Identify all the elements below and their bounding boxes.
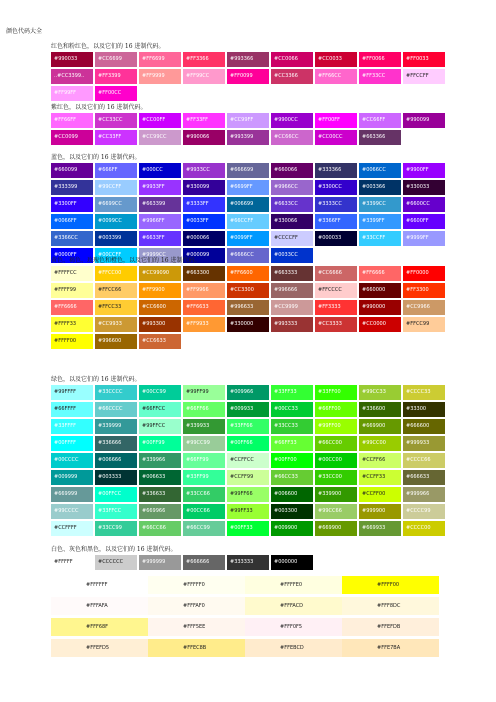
color-swatch: #006600 [271,487,313,502]
color-swatch: #336666 [95,436,137,451]
color-swatch: #99CCFF [95,180,137,195]
color-swatch: #003333 [95,470,137,485]
light-color-swatch [148,597,180,615]
light-color-swatch [342,576,374,594]
color-swatch: #FF99CC [183,69,225,84]
color-swatch: #CC9933 [95,317,137,332]
color-swatch: #99FF66 [227,487,269,502]
color-swatch: #6699FF [227,180,269,195]
color-swatch: #99FF33 [227,504,269,519]
color-swatch: ..#CC3399.. [51,69,93,84]
color-swatch: #CCFFCC [227,453,269,468]
color-swatch: #0033CC [271,248,313,263]
light-color-swatch [51,639,83,657]
color-swatch: #CCCC00 [403,521,445,536]
color-swatch: #999966 [403,487,445,502]
color-swatch: #CC3300 [227,283,269,298]
color-swatch: #33CC00 [315,470,357,485]
color-grid [51,555,445,570]
color-swatch: #990000 [359,300,401,315]
color-swatch: #660000 [359,283,401,298]
color-grid [51,385,445,536]
color-swatch: #66FF99 [183,453,225,468]
color-swatch: #669900 [315,521,357,536]
color-swatch: #0066CC [359,163,401,178]
color-swatch: #336600 [359,402,401,417]
color-swatch: #FF3333 [315,300,357,315]
color-swatch: #990099 [403,113,445,128]
color-swatch: #FFFF33 [51,317,93,332]
light-color-label: #FFFFF0 [180,576,245,594]
color-swatch: #999900 [359,504,401,519]
color-swatch: #00FF00 [271,453,313,468]
color-swatch: #999933 [403,436,445,451]
color-swatch: #00FF99 [139,436,181,451]
color-swatch: #FF0033 [403,52,445,67]
color-swatch: #993399 [227,130,269,145]
color-swatch: #0033FF [183,214,225,229]
color-swatch: #003399 [95,231,137,246]
color-swatch: #66FFCC [139,402,181,417]
light-color-swatch [245,576,277,594]
color-swatch: #996600 [95,334,137,349]
color-swatch: #FF6666 [359,266,401,281]
light-color-label: #FFF8DC [374,597,439,615]
color-swatch: #FFCC99 [403,317,445,332]
color-section [51,42,445,101]
color-swatch: #CC99FF [227,113,269,128]
color-swatch: #FFCC00 [95,266,137,281]
color-swatch: #CC00CC [315,130,357,145]
color-swatch: #99FFFF [51,385,93,400]
color-swatch: #CC6633 [139,334,181,349]
light-color-swatch [245,597,277,615]
color-swatch: #669900 [359,419,401,434]
color-swatch: #00CC99 [139,385,181,400]
color-swatch: #6633FF [139,231,181,246]
color-swatch: #FF99FF [51,86,93,101]
color-swatch: #CC0033 [315,52,357,67]
color-swatch: #666633 [403,470,445,485]
light-color-swatch [148,618,180,636]
color-section [51,103,445,145]
color-swatch: #99CC99 [183,436,225,451]
color-swatch: #339999 [95,419,137,434]
light-color-label: #FFEFD5 [83,639,148,657]
color-swatch: #CC66CC [271,130,313,145]
color-swatch: #FF6600 [227,266,269,281]
color-swatch: #FF9966 [183,283,225,298]
color-swatch: #99CCCC [51,504,93,519]
color-swatch: #FFFF00 [51,334,93,349]
color-swatch: #339966 [139,453,181,468]
color-swatch: #CC66FF [359,113,401,128]
color-swatch: #CC33CC [95,113,137,128]
color-swatch: #FF0099 [227,69,269,84]
light-color-swatch [245,618,277,636]
light-color-label: #FFFFFF [83,576,148,594]
color-swatch: #99FFCC [139,419,181,434]
color-swatch: #000033 [315,231,357,246]
color-swatch: #33300 [403,402,445,417]
color-grid [51,113,445,145]
color-swatch: #999999 [139,555,181,570]
color-swatch: #66FF33 [271,436,313,451]
color-swatch: #33CC99 [95,521,137,536]
color-swatch: #FF3399 [95,69,137,84]
color-swatch: #66FF00 [315,402,357,417]
color-swatch: #CCFF00 [359,487,401,502]
color-swatch: #FF9999 [139,69,181,84]
color-swatch: #666699 [227,163,269,178]
color-swatch: #9966CC [271,180,313,195]
color-swatch: #330099 [183,180,225,195]
color-swatch: #FF66FF [51,113,93,128]
color-swatch: #6666CC [227,248,269,263]
color-swatch: #339933 [183,419,225,434]
color-swatch: #FF33CC [359,69,401,84]
color-swatch: #CC3333 [315,317,357,332]
color-swatch: #CC6666 [315,266,357,281]
color-swatch: #CCCC99 [403,504,445,519]
color-swatch: #99FF99 [183,385,225,400]
color-swatch: #FFCC66 [95,283,137,298]
color-swatch: #FFCCCC [315,283,357,298]
section-title: 红色和粉红色，以及它们的 16 进制代码。 [51,43,165,50]
color-swatch: #006699 [227,197,269,212]
color-swatch: #990066 [183,130,225,145]
color-swatch: #6600FF [403,214,445,229]
color-section [51,256,445,349]
color-swatch: #993300 [139,317,181,332]
color-swatch: #00CCFF [95,248,137,263]
color-swatch: #00CCCC [51,453,93,468]
color-swatch: #660099 [51,163,93,178]
light-color-label: #FFF0F5 [277,618,342,636]
color-swatch: #00FF33 [227,521,269,536]
color-swatch: #CC6699 [95,52,137,67]
color-swatch: #CC99CC [139,130,181,145]
color-swatch: #FFCC33 [95,300,137,315]
color-swatch: #FF6666 [51,300,93,315]
color-swatch: #33FF99 [183,470,225,485]
color-swatch: #33CCCC [95,385,137,400]
color-swatch: #CCFFFF [51,521,93,536]
color-swatch: #99CC00 [359,436,401,451]
color-swatch: #CC00FF [139,113,181,128]
color-swatch: #00CC00 [315,453,357,468]
color-swatch: #66CCFF [227,214,269,229]
color-swatch: #9933CC [183,163,225,178]
color-swatch: #33CC66 [183,487,225,502]
color-swatch: #3333CC [315,197,357,212]
color-swatch: #CCCCFF [271,231,313,246]
color-swatch: #336633 [139,487,181,502]
color-swatch: #663300 [183,266,225,281]
color-swatch: #006666 [95,453,137,468]
color-swatch: #FF0000 [403,266,445,281]
color-swatch: #003300 [271,504,313,519]
color-swatch: #660066 [271,163,313,178]
color-swatch: #009999 [51,470,93,485]
color-swatch: #3300FF [51,197,93,212]
color-swatch: #FF00CC [95,86,137,101]
color-swatch: #3333FF [183,197,225,212]
light-color-label: #FFFF00 [374,576,439,594]
color-swatch: #CC0066 [271,52,313,67]
color-swatch: #FFCCFF [403,69,445,84]
section-title: 绿色，以及它们的 16 进制代码。 [51,376,141,383]
color-swatch: #99CC33 [359,385,401,400]
color-grid [51,52,445,101]
color-swatch: #FF6633 [183,300,225,315]
section-title: 白色、灰色和黑色，以及它们的 16 进制代码。 [51,546,177,553]
light-color-label: #FFE7BA [374,639,439,657]
light-color-label: #FFEC8B [180,639,245,657]
color-swatch: #9999CC [139,248,181,263]
color-swatch: #333366 [315,163,357,178]
color-swatch: #000066 [183,231,225,246]
color-swatch: #CC0000 [359,317,401,332]
color-swatch: #CC3366 [271,69,313,84]
color-swatch: #330000 [227,317,269,332]
color-swatch: #669999 [51,487,93,502]
light-color-label: #FFEBCD [277,639,342,657]
color-swatch: #330066 [271,214,313,229]
light-color-swatch [245,639,277,657]
color-swatch: #666600 [403,419,445,434]
color-swatch: #0066FF [51,214,93,229]
color-swatch: #9933FF [139,180,181,195]
color-section [51,545,445,570]
color-swatch: #33CCFF [359,231,401,246]
color-swatch: #FF9900 [139,283,181,298]
color-swatch: #00FFFF [51,436,93,451]
light-color-swatch [51,576,83,594]
color-swatch: #00FF66 [227,436,269,451]
color-swatch: #663366 [359,130,401,145]
color-swatch: #CC9966 [403,300,445,315]
color-swatch: #66FF66 [183,402,225,417]
color-swatch: #FF66CC [315,69,357,84]
color-swatch: #CCFF99 [227,470,269,485]
color-section [51,375,445,536]
color-swatch: #FF3366 [183,52,225,67]
color-swatch: #009933 [227,402,269,417]
color-swatch: #CC9999 [271,300,313,315]
color-swatch: #000099 [183,248,225,263]
section-title: 蓝色，以及它们的 16 进制代码。 [51,154,141,161]
color-grid [51,266,445,349]
light-color-label: #FFEFDB [374,618,439,636]
color-swatch: #330033 [403,180,445,195]
color-swatch: #66CC66 [139,521,181,536]
color-swatch: #FF33FF [183,113,225,128]
color-swatch: #996633 [227,300,269,315]
light-color-label: #FFFAFA [83,597,148,615]
color-swatch: #9966FF [139,214,181,229]
light-color-label: #FFF68F [83,618,148,636]
color-swatch: #FFFFCC [51,266,93,281]
color-swatch: #00CC33 [271,402,313,417]
color-swatch: #66CC99 [183,521,225,536]
color-swatch: #3399FF [359,214,401,229]
color-swatch: #FF0066 [359,52,401,67]
color-swatch: #FF3300 [403,283,445,298]
color-swatch: #33CC33 [271,419,313,434]
color-swatch: #000000 [271,555,313,570]
document-title: 颜色代码大全 [6,28,43,35]
color-grid [51,163,445,263]
color-swatch: #99CC66 [315,504,357,519]
color-swatch: #0099CC [95,214,137,229]
light-color-label: #FFFAF0 [180,597,245,615]
color-swatch: #6633CC [271,197,313,212]
color-swatch: #33FF33 [271,385,313,400]
color-swatch: #CC6600 [139,300,181,315]
color-swatch: #0000FF [51,248,93,263]
color-swatch: #99FF00 [315,419,357,434]
light-color-swatch [342,618,374,636]
color-swatch: #CCCC33 [403,385,445,400]
light-color-swatch [342,639,374,657]
color-swatch: #FF9933 [183,317,225,332]
color-swatch: #993366 [227,52,269,67]
color-swatch: #3366CC [51,231,93,246]
color-swatch: #9900CC [271,113,313,128]
color-swatch: #000CC [139,163,181,178]
color-swatch: #990033 [51,52,93,67]
color-swatch: #FFFFF [51,555,93,570]
color-swatch: #CCFF66 [359,453,401,468]
light-color-swatch [342,597,374,615]
section-title: 黄色、褐色、玫瑰色和橙色，以及它们的 16 进制代码。 [51,257,201,264]
color-swatch: #33FF00 [315,385,357,400]
color-swatch: #333399 [51,180,93,195]
color-swatch: #FF6699 [139,52,181,67]
color-swatch: #00FFCC [95,487,137,502]
color-swatch: #0099FF [227,231,269,246]
light-color-label: #FFFFE0 [277,576,342,594]
color-swatch: #CC99090 [139,266,181,281]
light-color-swatch [51,618,83,636]
color-swatch: #66CCCC [95,402,137,417]
color-swatch: #333333 [227,555,269,570]
color-swatch: #33FF66 [227,419,269,434]
color-swatch: #003366 [359,180,401,195]
section-title: 紫红色，以及它们的 16 进制代码。 [51,104,147,111]
color-swatch: #66FFFF [51,402,93,417]
color-swatch: #33FFFF [51,419,93,434]
light-color-label: #FFFACD [277,597,342,615]
color-swatch: #339900 [315,487,357,502]
color-swatch: #669933 [359,521,401,536]
color-swatch: #CCFF33 [359,470,401,485]
color-swatch: #009900 [271,521,313,536]
color-swatch: #663399 [139,197,181,212]
light-color-swatch [148,639,180,657]
color-swatch: #FF00FF [315,113,357,128]
color-swatch: #66CC33 [271,470,313,485]
color-swatch: #3366FF [315,214,357,229]
color-swatch: #33FFCC [95,504,137,519]
light-color-table [51,576,439,657]
color-swatch: #66CC00 [315,436,357,451]
color-swatch: #FFFF99 [51,283,93,298]
color-swatch: #3300CC [315,180,357,195]
light-color-swatch [148,576,180,594]
color-swatch: #CCCC66 [403,453,445,468]
color-swatch: #996666 [271,283,313,298]
light-color-swatch [51,597,83,615]
color-swatch: #3399CC [359,197,401,212]
color-swatch: #CC33FF [95,130,137,145]
color-swatch: #009966 [227,385,269,400]
color-swatch: #666666 [183,555,225,570]
color-swatch: #006633 [139,470,181,485]
color-swatch: #00CC66 [183,504,225,519]
color-swatch: #6699CC [95,197,137,212]
light-color-label: #FFF5EE [180,618,245,636]
color-swatch: #669966 [139,504,181,519]
color-swatch: #666FF [95,163,137,178]
color-section [51,153,445,263]
color-swatch: #993333 [271,317,313,332]
color-swatch: #6600CC [403,197,445,212]
color-swatch: #663333 [271,266,313,281]
color-swatch: #CC0099 [51,130,93,145]
color-swatch: #CCCCCC [95,555,137,570]
color-swatch: #9999FF [403,231,445,246]
color-swatch: #9900FF [403,163,445,178]
